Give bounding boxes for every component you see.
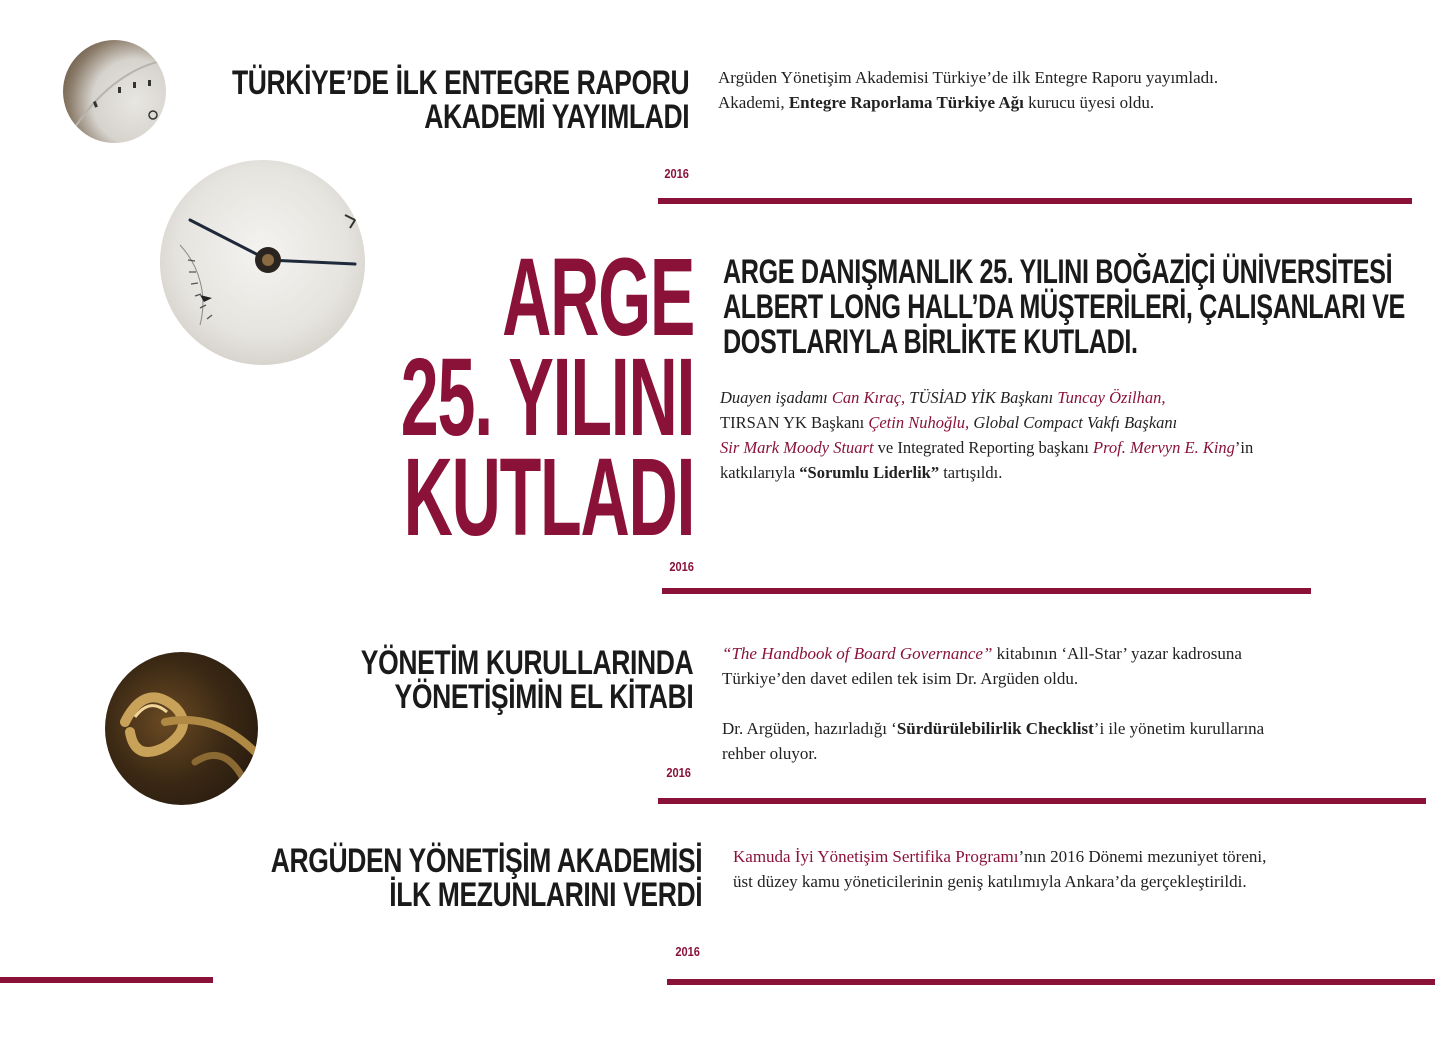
section4-body-line1 bbox=[733, 844, 1373, 869]
gold-jewelry-photo bbox=[105, 652, 258, 805]
section3-body-line2: Türkiye’den davet edilen tek isim Dr. Argüden oldu. bbox=[722, 669, 1079, 688]
section3-body-line1 bbox=[722, 641, 1362, 666]
section4-divider-right bbox=[667, 979, 1435, 985]
text: ’in bbox=[1234, 438, 1254, 457]
cetin-nuhoglu-name: Çetin Nuhoğlu, bbox=[868, 413, 970, 432]
section1-body-line1: Argüden Yönetişim Akademisi Türkiye’de ilk Entegre Raporu yayımladı. bbox=[718, 68, 1219, 87]
section2-body-line4 bbox=[720, 460, 1360, 485]
section4-title bbox=[270, 844, 702, 912]
text: kitabının ‘All-Star’ yazar kadrosuna bbox=[992, 644, 1242, 663]
text: TÜSİAD YİK Başkanı bbox=[905, 388, 1058, 407]
text: tartışıldı. bbox=[939, 463, 1003, 482]
section4-year: 2016 bbox=[675, 944, 700, 959]
section1-title bbox=[232, 66, 689, 134]
section1-body bbox=[718, 65, 1358, 115]
section3-body-line4: rehber oluyor. bbox=[722, 744, 818, 763]
mervyn-king-name: Prof. Mervyn E. King bbox=[1093, 438, 1235, 457]
text: TIRSAN YK Başkanı bbox=[720, 413, 869, 432]
section2-big-line2: 25. YILINI bbox=[400, 336, 694, 459]
section1-year: 2016 bbox=[664, 166, 689, 181]
section3-year: 2016 bbox=[666, 765, 691, 780]
sertifika-programi-text: Kamuda İyi Yönetişim Sertifika Programı bbox=[733, 847, 1019, 866]
section3-divider bbox=[658, 798, 1426, 804]
section1-divider bbox=[658, 198, 1412, 204]
text: katkılarıyla bbox=[720, 463, 800, 482]
section3-title bbox=[360, 646, 693, 714]
text: Dr. Argüden, hazırladığı ‘ bbox=[722, 719, 897, 738]
section4-title-line1: ARGÜDEN YÖNETİŞİM AKADEMİSİ bbox=[270, 842, 702, 880]
sorumlu-liderlik-text: “Sorumlu Liderlik” bbox=[799, 463, 940, 482]
section3-body bbox=[722, 641, 1362, 766]
section2-big-line3: KUTLADI bbox=[403, 436, 694, 559]
section3-title-line2: YÖNETİŞİMİN EL KİTABI bbox=[394, 678, 693, 716]
watch-hands-photo bbox=[160, 160, 365, 365]
checklist-text: Sürdürülebilirlik Checklist bbox=[896, 719, 1094, 738]
watch-dial-photo bbox=[63, 40, 166, 143]
section2-body-line1 bbox=[720, 385, 1360, 410]
text: ’nın 2016 Dönemi mezuniyet töreni, bbox=[1018, 847, 1267, 866]
section4-body-line2: üst düzey kamu yöneticilerinin geniş katılımıyla Ankara’da gerçekleştirildi. bbox=[733, 872, 1247, 891]
section4-title-line2: İLK MEZUNLARINI VERDİ bbox=[389, 876, 702, 914]
section3-body-line3 bbox=[722, 716, 1362, 741]
text: Akademi, bbox=[718, 93, 789, 112]
section2-subhead-line1: ARGE DANIŞMANLIK 25. YILINI BOĞAZİÇİ ÜNİVERSİTESİ bbox=[723, 253, 1393, 291]
text: kurucu üyesi oldu. bbox=[1023, 93, 1155, 112]
section2-subhead-line2: ALBERT LONG HALL’DA MÜŞTERİLERİ, ÇALIŞANLARI VE bbox=[723, 288, 1405, 326]
section2-divider bbox=[662, 588, 1311, 594]
section2-big-line1: ARGE bbox=[501, 236, 694, 359]
tuncay-ozilhan-name: Tuncay Özilhan, bbox=[1057, 388, 1166, 407]
handbook-title: “The Handbook of Board Governance” bbox=[722, 644, 993, 663]
section2-body-line3 bbox=[720, 435, 1360, 460]
section2-body-line2 bbox=[720, 410, 1360, 435]
text: ’i ile yönetim kurullarına bbox=[1093, 719, 1265, 738]
section2-subhead-line3: DOSTLARIYLA BİRLİKTE KUTLADI. bbox=[723, 323, 1138, 361]
section4-divider-left bbox=[0, 977, 213, 983]
section2-body bbox=[720, 385, 1360, 485]
section1-title-line1: TÜRKİYE’DE İLK ENTEGRE RAPORU bbox=[231, 64, 689, 102]
entegre-raporlama-text: Entegre Raporlama Türkiye Ağı bbox=[788, 93, 1024, 112]
text: ve Integrated Reporting başkanı bbox=[873, 438, 1094, 457]
mark-moody-stuart-name: Sir Mark Moody Stuart bbox=[720, 438, 874, 457]
section1-body-line2 bbox=[718, 90, 1358, 115]
can-kirac-name: Can Kıraç, bbox=[831, 388, 906, 407]
section2-year: 2016 bbox=[669, 559, 694, 574]
section2-big-title bbox=[400, 236, 694, 559]
section2-subhead bbox=[723, 255, 1405, 360]
text: Duayen işadamı bbox=[720, 388, 832, 407]
section4-body bbox=[733, 844, 1373, 894]
section1-title-line2: AKADEMİ YAYIMLADI bbox=[423, 98, 689, 136]
text: Global Compact Vakfı Başkanı bbox=[969, 413, 1178, 432]
paragraph-gap bbox=[722, 691, 1362, 716]
section3-title-line1: YÖNETİM KURULLARINDA bbox=[360, 644, 693, 682]
